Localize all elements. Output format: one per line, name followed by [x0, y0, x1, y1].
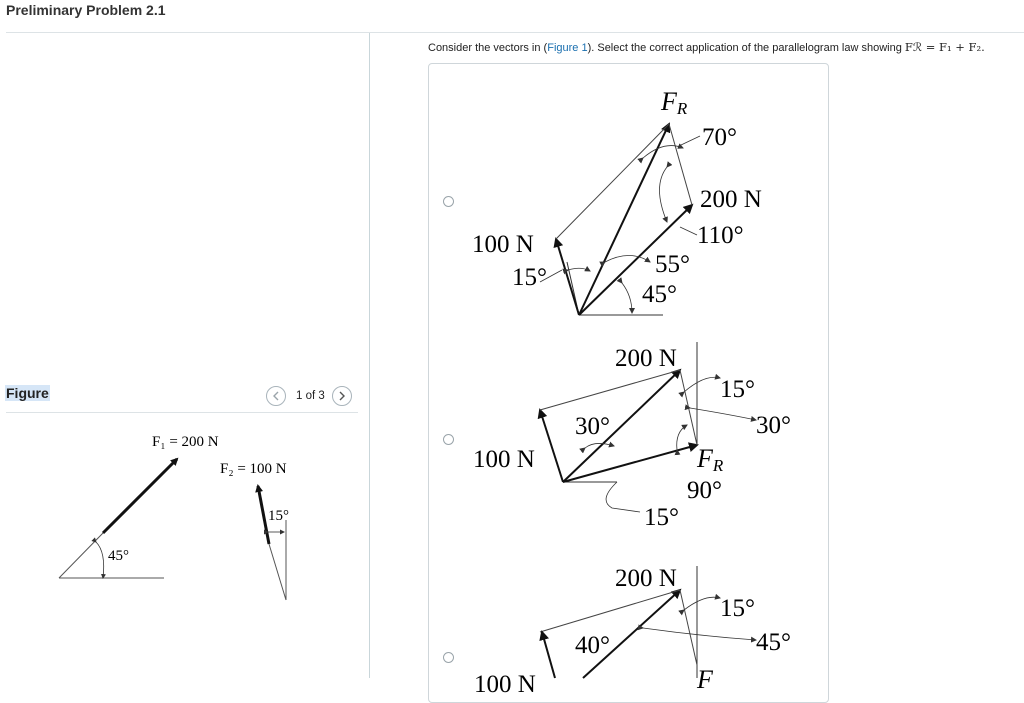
question-text-start: Consider the vectors in (	[428, 42, 548, 54]
option-a-angle-70: 70°	[702, 124, 737, 151]
option-c-arc-15	[684, 597, 720, 610]
f1-label: F₁ = 200 N	[152, 434, 219, 450]
option-c-parallelogram-side-right	[680, 590, 697, 665]
option-c-arc-45	[643, 628, 756, 640]
option-b-force-100-label: 100 N	[473, 446, 535, 473]
option-c-angle-45: 45°	[756, 629, 791, 656]
option-c-force-200-label: 200 N	[615, 565, 677, 592]
page-title: Preliminary Problem 2.1	[6, 2, 166, 18]
f2-angle-label: 15°	[268, 508, 289, 524]
option-b-angle-15-bottom: 15°	[644, 504, 679, 531]
figure-link[interactable]: Figure 1	[547, 42, 588, 54]
option-a-angle-15: 15°	[512, 264, 547, 291]
option-a-fr-label: FR	[661, 87, 688, 118]
option-c-angle-15: 15°	[720, 595, 755, 622]
figure-label: Figure	[6, 385, 49, 401]
option-a-angle-45: 45°	[642, 281, 677, 308]
option-a-force-200-label: 200 N	[700, 186, 762, 213]
option-c-force-100-arrow	[542, 632, 555, 678]
f2-label: F₂ = 100 N	[220, 461, 287, 477]
question-text-middle: ). Select the correct application of the parallelogram law showing	[587, 42, 905, 54]
option-b-force-200-label: 200 N	[615, 345, 677, 372]
option-b-angle-90: 90°	[687, 477, 722, 504]
option-b-fr-label: FR	[697, 444, 724, 475]
option-b-angle-30-left: 30°	[575, 413, 610, 440]
option-b-angle-15: 15°	[720, 376, 755, 403]
question-equation: Fℛ = F₁ + F₂.	[904, 40, 985, 54]
option-c-fr-label: F	[697, 665, 713, 694]
option-c-parallelogram-side-top	[540, 590, 680, 632]
option-b-angle-30-right: 30°	[756, 412, 791, 439]
option-a-force-100-label: 100 N	[472, 231, 534, 258]
figure-page-count: 1 of 3	[296, 390, 325, 402]
f1-angle-label: 45°	[108, 548, 129, 564]
option-a-angle-110: 110°	[697, 222, 744, 249]
option-c-force-100-label: 100 N	[474, 671, 536, 698]
option-c-angle-40: 40°	[575, 632, 610, 659]
option-a-angle-55: 55°	[655, 251, 690, 278]
